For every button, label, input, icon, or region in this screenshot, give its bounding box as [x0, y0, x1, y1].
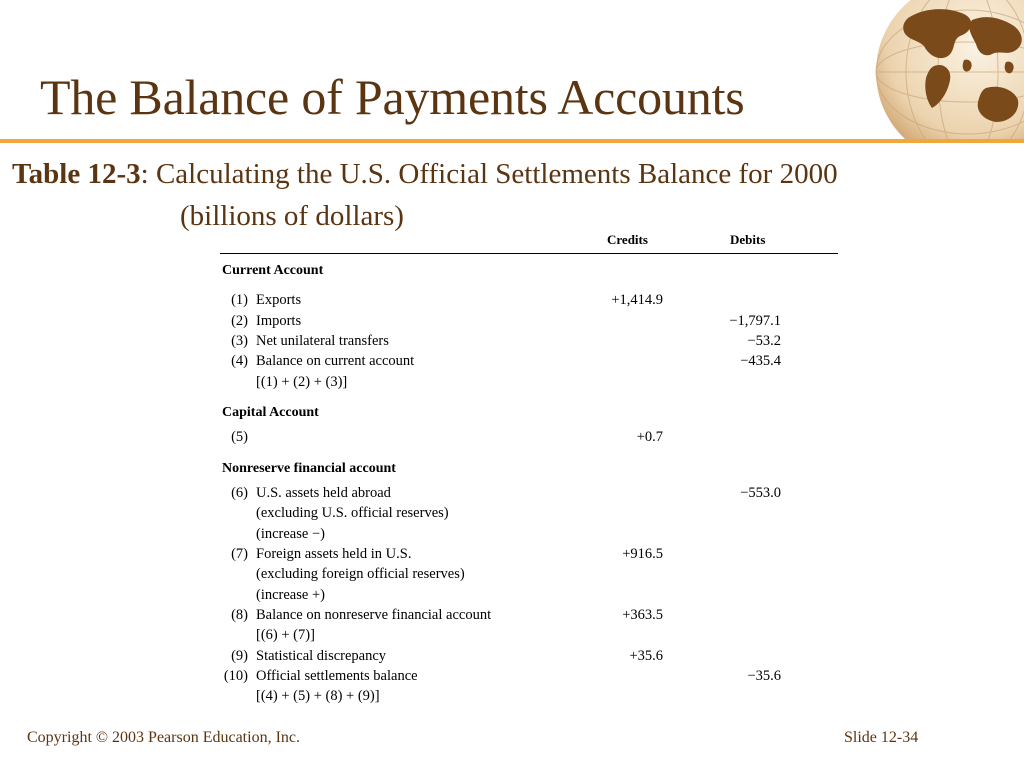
debit-value: −553.0: [740, 485, 781, 501]
caption-text: : Calculating the U.S. Official Settlements Balance for 2000: [140, 158, 838, 190]
copyright-notice: Copyright © 2003 Pearson Education, Inc.: [27, 729, 300, 746]
debit-value: −35.6: [747, 668, 781, 684]
row-label: [(1) + (2) + (3)]: [256, 374, 348, 390]
row-label: (increase −): [256, 526, 325, 542]
row-label: Official settlements balance: [256, 668, 418, 684]
row-label: Imports: [256, 313, 302, 329]
row-number: (6): [231, 485, 248, 501]
row-number: (1): [231, 292, 248, 308]
table-row: [0, 566, 1024, 586]
globe-icon: [868, 0, 1024, 142]
row-label: (increase +): [256, 587, 325, 603]
credit-value: +363.5: [622, 607, 663, 623]
table-row: [0, 353, 1024, 373]
table-row: [0, 313, 1024, 333]
table-row: [0, 333, 1024, 353]
debit-value: −435.4: [740, 353, 781, 369]
row-number: (10): [223, 668, 248, 684]
credit-value: +916.5: [622, 546, 663, 562]
row-label: Foreign assets held in U.S.: [256, 546, 412, 562]
credits-header: Credits: [607, 232, 648, 247]
section-current-account: Current Account: [222, 263, 324, 278]
table-row: [0, 526, 1024, 546]
table-row: [0, 374, 1024, 394]
row-label: Exports: [256, 292, 302, 308]
table-row: [0, 648, 1024, 668]
debits-header: Debits: [730, 232, 766, 247]
row-label: (excluding foreign official reserves): [256, 566, 465, 582]
table-row: [0, 587, 1024, 607]
row-number: (5): [231, 429, 248, 445]
row-number: (9): [231, 648, 248, 664]
row-label: (excluding U.S. official reserves): [256, 505, 449, 521]
table-row: [0, 485, 1024, 505]
section-capital-account: Capital Account: [222, 405, 319, 420]
row-number: (8): [231, 607, 248, 623]
table-reference: Table 12-3: [12, 158, 141, 190]
row-number: (2): [231, 313, 248, 329]
table-caption: [12, 153, 838, 237]
slide-title: The Balance of Payments Accounts: [40, 69, 745, 125]
row-number: (3): [231, 333, 248, 349]
slide-number: Slide 12-34: [844, 729, 919, 746]
row-number: (4): [231, 353, 248, 369]
row-label: Net unilateral transfers: [256, 333, 389, 349]
table-row: [0, 607, 1024, 627]
table-row: [0, 627, 1024, 647]
table-row: [0, 546, 1024, 566]
row-label: Statistical discrepancy: [256, 648, 387, 664]
row-label: Balance on current account: [256, 353, 415, 369]
table-row: [0, 505, 1024, 525]
section-nonreserve-financial: Nonreserve financial account: [222, 461, 396, 476]
debit-value: −53.2: [747, 333, 781, 349]
table-row: [0, 292, 1024, 312]
row-label: U.S. assets held abroad: [256, 485, 391, 501]
credit-value: +35.6: [629, 648, 663, 664]
credit-value: +1,414.9: [611, 292, 663, 308]
debit-value: −1,797.1: [729, 313, 781, 329]
title-divider: [0, 139, 1024, 143]
row-label: Balance on nonreserve financial account: [256, 607, 492, 623]
row-label: [(4) + (5) + (8) + (9)]: [256, 688, 380, 704]
table-row: [0, 668, 1024, 688]
credit-value: +0.7: [636, 429, 663, 445]
row-label: [(6) + (7)]: [256, 627, 315, 643]
table-row: [0, 429, 1024, 449]
table-row: [0, 688, 1024, 708]
row-number: (7): [231, 546, 248, 562]
caption-units: (billions of dollars): [180, 200, 404, 232]
header-rule: [220, 253, 838, 254]
